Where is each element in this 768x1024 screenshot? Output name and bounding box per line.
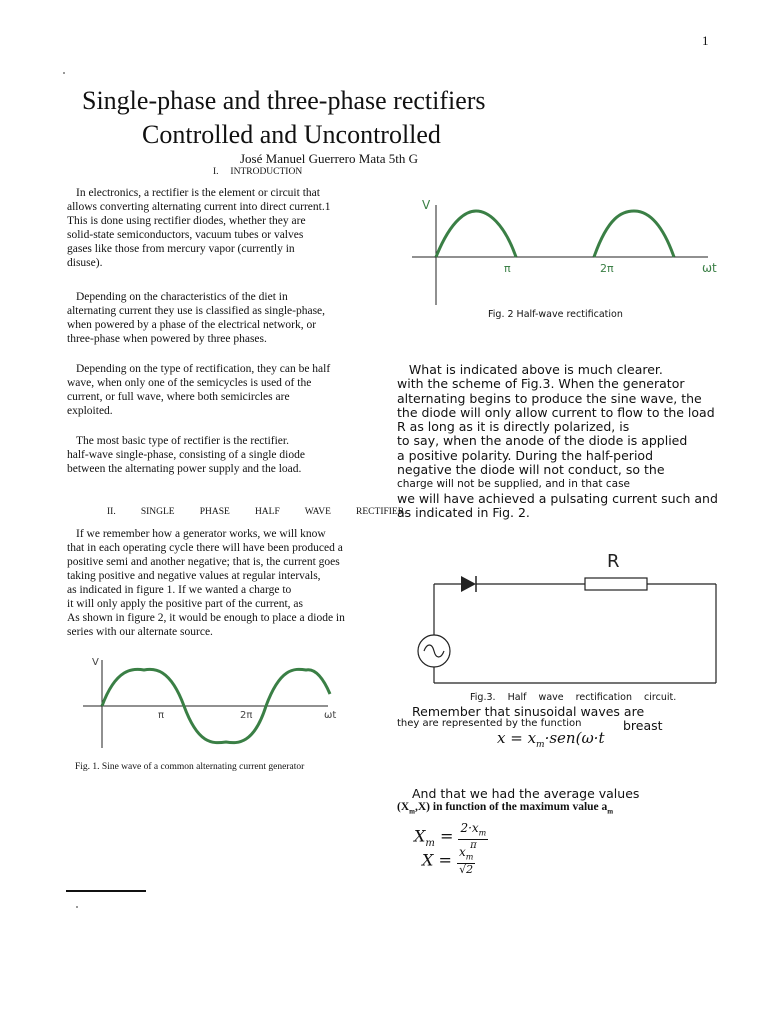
left-p5-line: as indicated in figure 1. If we wanted a charge to — [67, 584, 292, 596]
fig2-lobe-1 — [436, 211, 516, 257]
left-p2-line: when powered by a phase of the electrical network, or — [67, 319, 317, 331]
left-p1-line: allows converting alternating current into direct current.1 — [67, 201, 331, 213]
right-paragraph-1 — [397, 363, 727, 520]
fig2-tick-pi: π — [504, 262, 511, 275]
left-p5-line: As shown in figure 2, it would be enough to place a diode in — [67, 612, 345, 624]
left-paragraph-4 — [67, 434, 377, 476]
left-p5-line: it will only apply the positive part of the current, as — [67, 598, 304, 610]
fig1-caption: Fig. 1. Sine wave of a common alternating current generator — [75, 762, 305, 772]
title-line1: Single-phase and three-phase rectifiers — [82, 86, 486, 115]
left-p5-line: that in each operating cycle there will have been produced a — [67, 542, 343, 554]
left-p1-line: In electronics, a rectifier is the element or circuit that — [76, 187, 320, 199]
left-paragraph-5 — [67, 527, 377, 639]
right-p1-line: What is indicated above is much clearer. — [397, 362, 663, 377]
left-p3-line: exploited. — [67, 405, 113, 417]
fig3-resistor-label: R — [607, 551, 620, 572]
section2-heading: II. SINGLE PHASE HALF WAVE RECTIFIER. — [107, 507, 407, 517]
left-p1-line: This is done using rectifier diodes, whether they are — [67, 215, 306, 227]
left-p3-line: wave, when only one of the semicycles is used of the — [67, 377, 312, 389]
left-p5-line: If we remember how a generator works, we will know — [76, 528, 326, 540]
remember-text: Remember that sinusoidal waves are — [412, 704, 645, 719]
author: José Manuel Guerrero Mata 5th G — [240, 151, 418, 166]
fig3-caption: Fig.3. Half wave rectification circuit. — [470, 692, 677, 703]
left-p1-line: solid-state semiconductors, vacuum tubes or valves — [67, 229, 304, 241]
right-p1-line: the diode will only allow current to flow to the load — [397, 404, 715, 420]
formula-x: X = $\frac{x_m}{√2}$ — [422, 845, 474, 877]
left-paragraph-1 — [67, 186, 377, 270]
left-p4-line: The most basic type of rectifier is the rectifier. — [76, 435, 289, 447]
fig2-x-label: ωt — [702, 261, 717, 275]
left-p4-line: between the alternating power supply and the load. — [67, 463, 302, 475]
right-p1-line: to say, when the anode of the diode is applied — [397, 433, 688, 449]
fig2-caption: Fig. 2 Half-wave rectification — [488, 309, 623, 320]
diode-icon — [461, 576, 476, 592]
page-number: 1 — [702, 33, 709, 48]
fig2-y-label: V — [422, 198, 431, 212]
fig1-y-label: V — [92, 657, 99, 668]
right-p1-line: as indicated in Fig. 2. — [397, 504, 530, 520]
left-p5-line: series with our alternate source. — [67, 626, 213, 638]
title-line2: Controlled and Uncontrolled — [142, 120, 441, 149]
fig1-tick-pi: π — [158, 710, 165, 721]
represented-text: they are represented by the function — [397, 718, 582, 729]
left-paragraph-3 — [67, 362, 377, 418]
fig1-x-label: ωt — [324, 710, 337, 721]
footnote-rule — [66, 890, 146, 892]
left-p1-line: disuse). — [67, 257, 103, 269]
left-p3-line: current, or full wave, where both semicircles are — [67, 391, 290, 403]
formula-xm: $X_m$ = $2\cdot x_m$ π — [414, 821, 487, 852]
footnote-dot — [76, 906, 78, 908]
left-p2-line: Depending on the characteristics of the diet in — [76, 291, 288, 303]
right-p1-line: charge will not be supplied, and in that case — [397, 478, 631, 491]
left-p3-line: Depending on the type of rectification, they can be half — [76, 363, 331, 375]
right-p1-line: negative the diode will not conduct, so the — [397, 462, 665, 478]
average-text-2: $(X_m,X)$ in function of the maximum value $a_m$ — [397, 801, 614, 816]
left-p5-line: positive semi and another negative; that is, the current goes — [67, 556, 340, 568]
right-p1-line: alternating begins to produce the sine wave, the — [397, 390, 702, 406]
right-p1-line: a positive polarity. During the half-period — [397, 447, 654, 463]
left-p4-line: half-wave single-phase, consisting of a single diode — [67, 449, 305, 461]
right-p1-line: R as long as it is directly polarized, is — [397, 419, 630, 435]
left-p1-line: gases like those from mercury vapor (currently in — [67, 243, 295, 255]
fig2-tick-2pi: 2π — [600, 262, 614, 275]
left-p2-line: three-phase when powered by three phases. — [67, 333, 267, 345]
left-paragraph-2 — [67, 290, 377, 346]
fig2-lobe-2 — [594, 211, 674, 257]
fig3-circuit — [414, 545, 724, 691]
right-p1-line: with the scheme of Fig.3. When the generator — [397, 376, 685, 392]
fig2-half-wave — [408, 193, 728, 308]
average-text-1: And that we had the average values — [412, 786, 640, 801]
section1-heading: I. INTRODUCTION — [213, 167, 303, 177]
scan-dot — [63, 72, 65, 74]
breast-text: breast — [623, 718, 663, 733]
formula-main: $x = x_m\cdot sen(\omega\cdot t$ — [497, 729, 605, 750]
left-p5-line: taking positive and negative values at regular intervals, — [67, 570, 321, 582]
resistor-icon — [585, 578, 647, 590]
left-p2-line: alternating current they use is classified as single-phase, — [67, 305, 326, 317]
fig1-sine-wave — [78, 650, 348, 755]
fig1-tick-2pi: 2π — [240, 710, 253, 721]
right-p1-line: we will have achieved a pulsating current such and — [397, 490, 718, 506]
